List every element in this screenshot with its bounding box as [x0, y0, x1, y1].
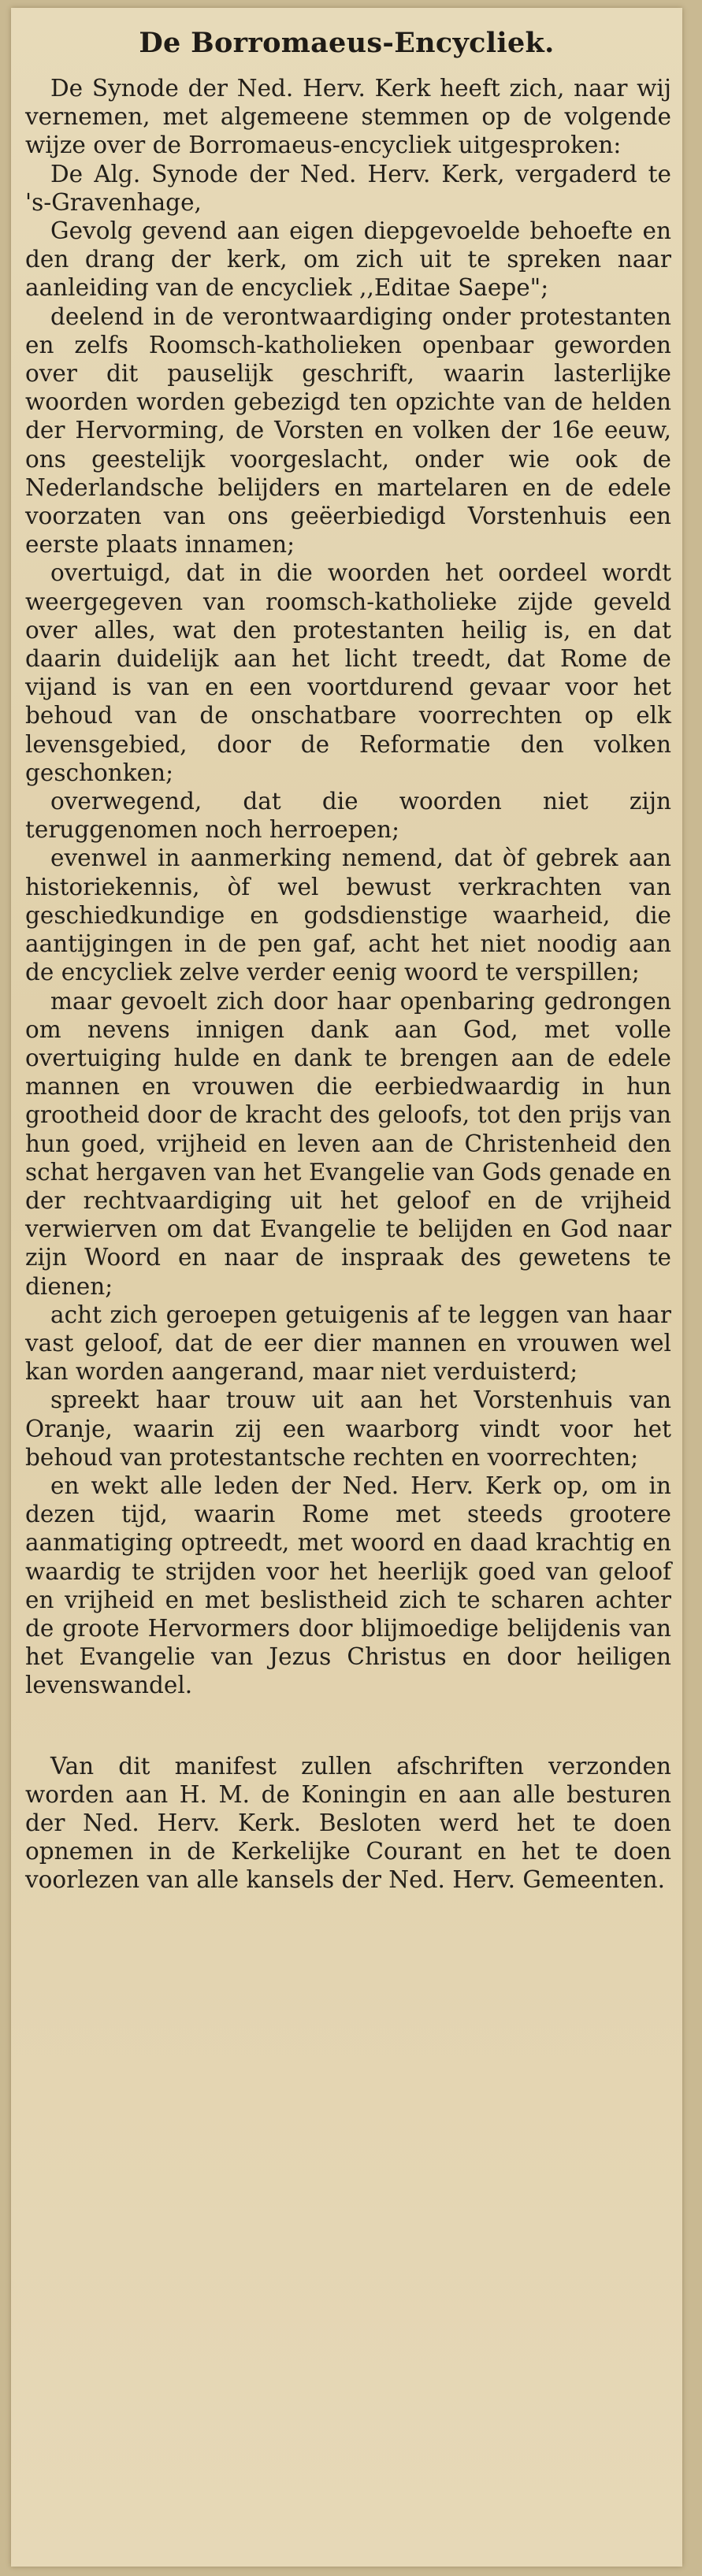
- paragraph-synod: De Alg. Synode der Ned. Herv. Kerk, vergaderd te 's-Gravenhage,: [25, 160, 671, 216]
- paragraph-overtuigd: overtuigd, dat in die woorden het oordeel wordt weergegeven van roomsch-katholieke zijde geveld over alles, wat den protestanten heilig is, en dat daarin duidelijk aan het licht treedt, dat Rome de vijand is van en een voortdurend gevaar voor het behoud van de onschatbare voorrechten op elk levensgebied, door de Reformatie den volken geschonken;: [25, 559, 671, 786]
- paragraph-overwegend: overwegend, dat die woorden niet zijn teruggenomen noch herroepen;: [25, 788, 671, 844]
- paragraph-gevolg: Gevolg gevend aan eigen diepgevoelde behoefte en den drang der kerk, om zich uit te spreken naar aanleiding van de encycliek ,,Editae Saepe";: [25, 217, 671, 302]
- paragraph-acht: acht zich geroepen getuigenis af te leggen van haar vast geloof, dat de eer dier mannen en vrouwen wel kan worden aangerand, maar niet verduisterd;: [25, 1301, 671, 1386]
- paragraph-spreekt: spreekt haar trouw uit aan het Vorstenhuis van Oranje, waarin zij een waarborg vindt voor het behoud van protestantsche rechten en voorrechten;: [25, 1386, 671, 1471]
- newspaper-clipping: [11, 8, 682, 2567]
- paragraph-maar: maar gevoelt zich door haar openbaring gedrongen om nevens innigen dank aan God, met volle overtuiging hulde en dank te brengen aan de edele mannen en vrouwen die eerbiedwaardig in hun grootheid door de kracht des geloofs, tot den prijs van hun goed, vrijheid en leven aan de Christenheid den schat hergaven van het Evangelie van Gods genade en der rechtvaardiging uit het geloof en de vrijheid verwierven om dat Evangelie te belijden en God naar zijn Woord en naar de inspraak des gewetens te dienen;: [25, 987, 671, 1300]
- paragraph-evenwel: evenwel in aanmerking nemend, dat òf gebrek aan historiekennis, òf wel bewust verkrachten van geschiedkundige en godsdienstige waarheid, die aantijgingen in de pen gaf, acht het niet noodig aan de encycliek zelve verder eenig woord te verspillen;: [25, 844, 671, 986]
- paragraph-wekt: en wekt alle leden der Ned. Herv. Kerk op, om in dezen tijd, waarin Rome met steeds grootere aanmatiging optreedt, met woord en daad krachtig en waardig te strijden voor het heerlijk goed van geloof en vrijheid en met beslistheid zich te scharen achter de groote Hervormers door blijmoedige belijdenis van het Evangelie van Jezus Christus en door heiligen levenswandel.: [25, 1472, 671, 1699]
- paragraph-manifest: Van dit manifest zullen afschriften verzonden worden aan H. M. de Koningin en aan alle besturen der Ned. Herv. Kerk. Besloten werd het te doen opnemen in de Kerkelijke Courant en het te doen voorlezen van alle kansels der Ned. Herv. Gemeenten.: [25, 1752, 671, 1894]
- article-title: De Borromaeus-Encycliek.: [139, 27, 555, 59]
- paragraph-intro: De Synode der Ned. Herv. Kerk heeft zich, naar wij vernemen, met algemeene stemmen op de volgende wijze over de Borromaeus-encycliek uitgesproken:: [25, 75, 671, 159]
- article-body: [25, 74, 671, 1895]
- paragraph-deelend: deelend in de verontwaardiging onder protestanten en zelfs Roomsch-katholieken openbaar geworden over dit pauselijk geschrift, waarin lasterlijke woorden worden gebezigd ten opzichte van de helden der Hervorming, de Vorsten en volken der 16e eeuw, ons geestelijk voorgeslacht, onder wie ook de Nederlandsche belijders en martelaren en de edele voorzaten van ons geëerbiedigd Vorstenhuis een eerste plaats innamen;: [25, 303, 671, 559]
